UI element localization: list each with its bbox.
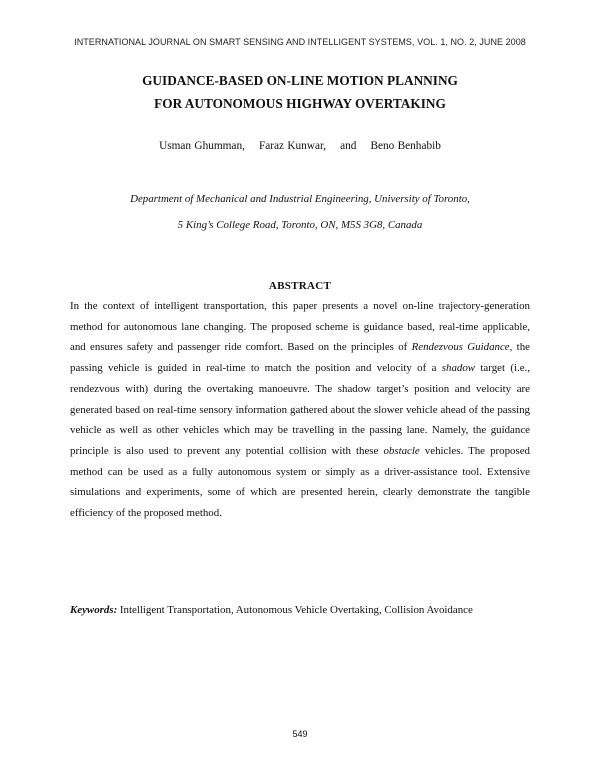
abstract-term-shadow: shadow [441,362,476,375]
abstract-term-obstacle: obstacle [383,444,420,457]
author-name: Usman Ghumman, [159,140,245,152]
affiliation-line-1: Department of Mechanical and Industrial Engineering, University of Toronto, [130,193,470,205]
abstract-paragraph [70,296,530,524]
abstract-text: target (i.e., rendezvous with) during the overtaking manoeuvre. The shadow target’s position and velocity are generated based on real-time sensory information gathered about the slower vehicle ahead of the passing vehicle as well as other vehicles which may be travelling in the passing lane. Namely, the guidance principle is also used to prevent any potential collision with these [70,362,530,457]
title-line-2: FOR AUTONOMOUS HIGHWAY OVERTAKING [154,96,446,111]
abstract-text: , the passing vehicle is guided in real-time to match the position and velocity of a [70,341,530,375]
abstract-body [70,296,530,524]
author-name: Faraz Kunwar, [258,140,327,152]
author-list [0,140,600,152]
keywords [70,604,473,616]
keywords-text: Intelligent Transportation, Autonomous Vehicle Overtaking, Collision Avoidance [117,604,473,616]
author-name: Beno Benhabib [370,140,441,152]
abstract-text: In the context of intelligent transportation, this paper presents a novel on-line trajectory-generation method for autonomous lane changing. The proposed scheme is guidance based, real-time applicable, and ensures safety and passenger ride comfort. Based on the principles of [70,300,530,354]
title-line-1: GUIDANCE-BASED ON-LINE MOTION PLANNING [142,73,458,88]
affiliation-line-2: 5 King’s College Road, Toronto, ON, M5S 3G8, Canada [177,219,423,231]
author-conjunction: and [340,140,357,152]
keywords-label: Keywords: [70,604,118,616]
page-number: 549 [292,729,308,739]
abstract-heading: ABSTRACT [268,280,332,292]
journal-header: INTERNATIONAL JOURNAL ON SMART SENSING AND INTELLIGENT SYSTEMS, VOL. 1, NO. 2, JUNE 2008 [74,37,526,47]
abstract-text: vehicles. The proposed method can be used as a fully autonomous system or simply as a driver-assistance tool. Extensive simulations and experiments, some of which are presented herein, clearly demonstrate the tangible efficiency of the proposed method. [70,444,531,520]
abstract-term-rendezvous-guidance: Rendezvous Guidance [411,341,510,354]
paper-title [0,69,600,115]
